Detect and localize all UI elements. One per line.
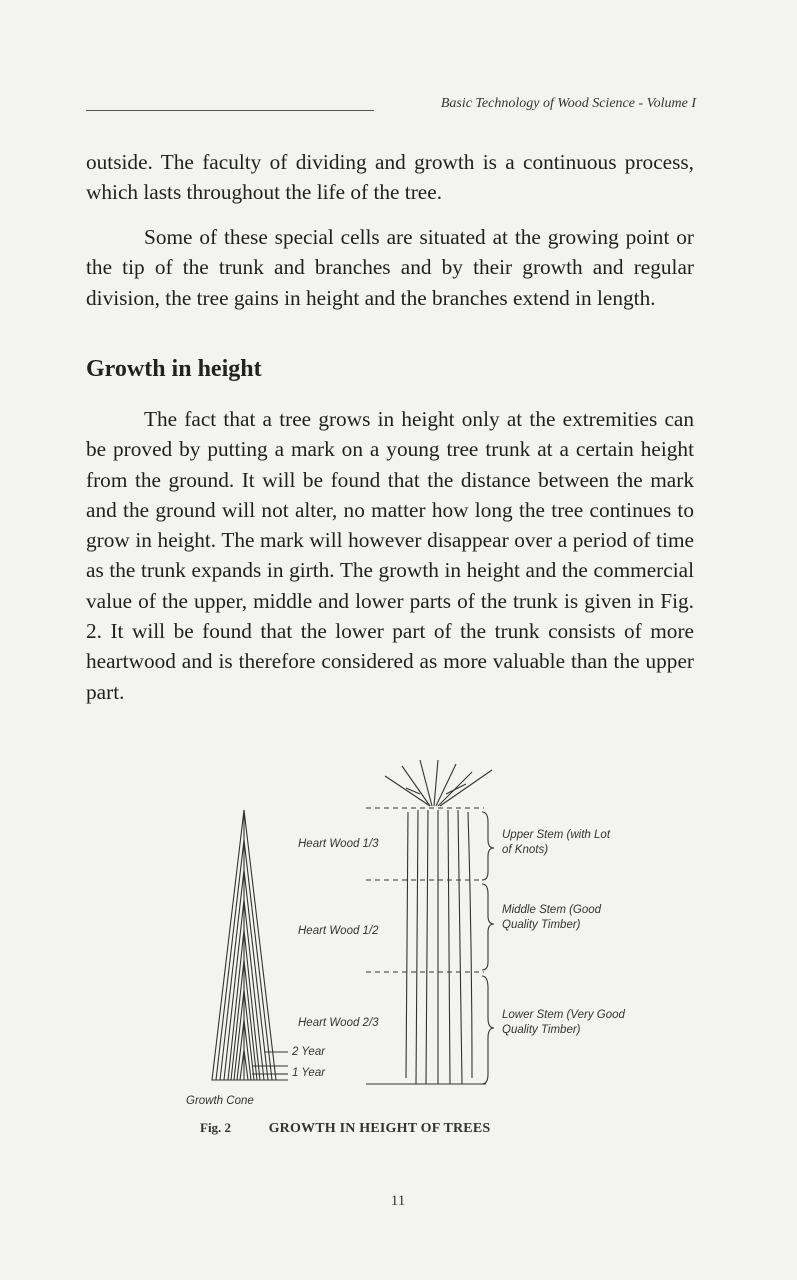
tree-crown-drawing bbox=[385, 760, 492, 806]
heart-wood-upper-label: Heart Wood 1/3 bbox=[298, 838, 379, 850]
section-heading: Growth in height bbox=[86, 356, 262, 382]
year-1-label: 1 Year bbox=[292, 1067, 326, 1079]
heart-wood-middle-label: Heart Wood 1/2 bbox=[298, 925, 379, 937]
paragraph-1: outside. The faculty of dividing and growth is a continuous process, which lasts throughout the life of the tree. bbox=[86, 150, 694, 205]
figure-caption bbox=[200, 1120, 530, 1137]
paragraph-3: The fact that a tree grows in height only at the extremities can be proved by putting a mark on a young tree trunk at a certain height from the ground. It will be found that the distance between the mark and the ground will not alter, no matter how long the tree continues to grow in height. The mark will however disappear over a period of time as the trunk expands in girth. The growth in height and the commercial value of the upper, middle and lower parts of the trunk is given in Fig. 2. It will be found that the lower part of the trunk consists of more heartwood and is therefore considered as more valuable than the upper part. bbox=[86, 407, 694, 704]
figure-title: GROWTH IN HEIGHT OF TREES bbox=[268, 1121, 491, 1136]
year-2-label: 2 Year bbox=[292, 1046, 326, 1058]
header-rule bbox=[86, 110, 374, 111]
upper-stem-line-1: Upper Stem (with Lot bbox=[502, 829, 611, 841]
growth-diagram-drawing bbox=[180, 748, 650, 1118]
middle-stem-line-2: Quality Timber) bbox=[502, 919, 581, 931]
paragraph-2: Some of these special cells are situated at the growing point or the tip of the trunk and branches and by their growth and regular division, the tree gains in height and the branches extend in length. bbox=[86, 225, 694, 310]
upper-stem-label bbox=[502, 828, 610, 858]
lower-stem-label bbox=[502, 1008, 625, 1038]
middle-stem-label bbox=[502, 903, 601, 933]
growth-cone-drawing bbox=[212, 810, 288, 1080]
trunk-drawing bbox=[366, 810, 486, 1084]
page-number: 11 bbox=[390, 1193, 406, 1209]
heart-wood-lower-label: Heart Wood 2/3 bbox=[298, 1017, 379, 1029]
lower-stem-line-1: Lower Stem (Very Good bbox=[502, 1009, 625, 1021]
upper-stem-line-2: of Knots) bbox=[502, 844, 549, 856]
figure-number: Fig. 2 bbox=[200, 1120, 232, 1135]
growth-cone-label: Growth Cone bbox=[186, 1095, 254, 1107]
lower-stem-line-2: Quality Timber) bbox=[502, 1024, 581, 1036]
middle-stem-line-1: Middle Stem (Good bbox=[502, 904, 602, 916]
growth-diagram bbox=[180, 748, 650, 1118]
running-title: Basic Technology of Wood Science - Volume I bbox=[440, 96, 696, 111]
